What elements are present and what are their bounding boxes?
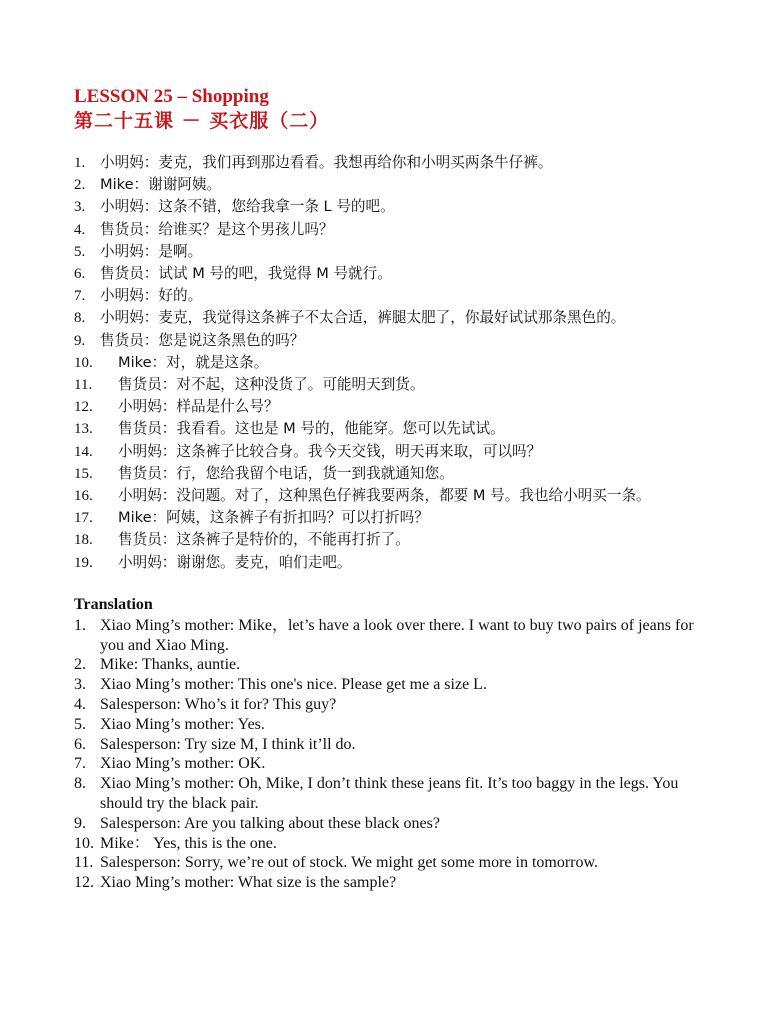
translation-line-number: 6. xyxy=(74,735,86,753)
dialogue-line-text: 售货员：您是说这条黑色的吗？ xyxy=(100,331,305,349)
dialogue-line-number: 15. xyxy=(74,465,93,482)
translation-line xyxy=(74,873,698,893)
translation-line-text: Salesperson: Who’s it for? This guy? xyxy=(100,696,337,714)
dialogue-line xyxy=(74,196,698,218)
dialogue-line-number: 14. xyxy=(74,443,93,460)
dialogue-line-text: 小明妈：这条裤子比较合身。我今天交钱，明天再来取，可以吗？ xyxy=(118,442,542,460)
dialogue-line xyxy=(74,219,698,241)
dialogue-line-number: 18. xyxy=(74,532,93,549)
dialogue-line xyxy=(74,463,698,485)
translation-line-text: Xiao Ming’s mother: Mike，let’s have a look over there. I want to buy two pairs of jeans for you and Xiao Ming. xyxy=(100,616,694,654)
translation-line-number: 11. xyxy=(74,854,94,872)
dialogue-line xyxy=(74,485,698,507)
dialogue-line-number: 8. xyxy=(74,310,86,327)
dialogue-line-number: 5. xyxy=(74,243,86,260)
dialogue-line-text: 小明妈：样品是什么号？ xyxy=(118,398,279,416)
translation-line-number: 2. xyxy=(74,656,86,674)
dialogue-line-text: 售货员：行，您给我留个电话，货一到我就通知您。 xyxy=(118,464,454,482)
dialogue-line xyxy=(74,441,698,463)
dialogue-line xyxy=(74,330,698,352)
dialogue-line xyxy=(74,552,698,574)
translation-line xyxy=(74,774,698,814)
translation-line-text: Xiao Ming’s mother: This one's nice. Please get me a size L. xyxy=(100,676,487,694)
dialogue-line-number: 11. xyxy=(74,377,93,394)
dialogue-line-text: 售货员：这条裤子是特价的，不能再打折了。 xyxy=(118,531,410,549)
translation-line-number: 12. xyxy=(74,874,94,892)
translation-line-number: 3. xyxy=(74,676,86,694)
translation-line xyxy=(74,715,698,735)
dialogue-line-number: 19. xyxy=(74,554,93,571)
dialogue-line-text: 售货员：给谁买？是这个男孩儿吗？ xyxy=(100,220,334,238)
translation-line xyxy=(74,834,698,854)
dialogue-line xyxy=(74,374,698,396)
translation-line xyxy=(74,814,698,834)
dialogue-line-text: 小明妈：麦克，我觉得这条裤子不太合适，裤腿太肥了，你最好试试那条黑色的。 xyxy=(100,309,626,327)
dialogue-line-number: 10. xyxy=(74,354,93,371)
dialogue-line-number: 7. xyxy=(74,288,86,305)
dialogue-line-text: Mike：谢谢阿姨。 xyxy=(100,176,222,194)
dialogue-line xyxy=(74,307,698,329)
dialogue-line xyxy=(74,418,698,440)
translation-line-text: Xiao Ming’s mother: What size is the sample? xyxy=(100,874,397,892)
translation-line xyxy=(74,655,698,675)
dialogue-line-text: Mike：阿姨，这条裤子有折扣吗？可以打折吗？ xyxy=(118,509,429,527)
translation-line-number: 10. xyxy=(74,834,94,852)
dialogue-line-number: 2. xyxy=(74,177,86,194)
translation-line-text: Mike： Yes, this is the one. xyxy=(100,834,277,852)
translation-line-text: Salesperson: Are you talking about these black ones? xyxy=(100,814,440,832)
dialogue-line-number: 3. xyxy=(74,199,86,216)
dialogue-line-number: 9. xyxy=(74,332,86,349)
translation-line-number: 8. xyxy=(74,775,86,793)
translation-line-number: 7. xyxy=(74,755,86,773)
translation-line xyxy=(74,735,698,755)
translation-line xyxy=(74,675,698,695)
english-translation-list xyxy=(74,616,698,893)
lesson-title-chinese: 第二十五课 － 买衣服（二） xyxy=(74,110,330,132)
dialogue-line xyxy=(74,529,698,551)
dialogue-line-text: 小明妈：没问题。对了，这种黑色仔裤我要两条，都要 M 号。我也给小明买一条。 xyxy=(118,487,651,505)
translation-line xyxy=(74,616,698,656)
translation-line-text: Salesperson: Sorry, we’re out of stock. We might get some more in tomorrow. xyxy=(100,854,599,872)
translation-heading: Translation xyxy=(74,595,153,613)
dialogue-line-number: 16. xyxy=(74,488,93,505)
dialogue-line-number: 17. xyxy=(74,510,93,527)
translation-line-text: Xiao Ming’s mother: Oh, Mike, I don’t think these jeans fit. It’s too baggy in the legs. You should try the black pair. xyxy=(100,775,679,813)
dialogue-line-text: 小明妈：谢谢您。麦克，咱们走吧。 xyxy=(118,553,352,571)
dialogue-line xyxy=(74,241,698,263)
dialogue-line-number: 13. xyxy=(74,421,93,438)
dialogue-line-text: 售货员：我看看。这也是 M 号的，他能穿。您可以先试试。 xyxy=(118,420,505,438)
translation-line-text: Xiao Ming’s mother: Yes. xyxy=(100,715,265,733)
dialogue-line xyxy=(74,507,698,529)
dialogue-line-text: 售货员：对不起，这种没货了。可能明天到货。 xyxy=(118,376,425,394)
dialogue-line-number: 12. xyxy=(74,399,93,416)
dialogue-line-text: Mike：对，就是这条。 xyxy=(118,353,269,371)
dialogue-line-text: 小明妈：这条不错，您给我拿一条 L 号的吧。 xyxy=(100,198,395,216)
dialogue-line xyxy=(74,152,698,174)
translation-line-number: 4. xyxy=(74,696,86,714)
lesson-title-english: LESSON 25 – Shopping xyxy=(74,86,269,107)
translation-line-number: 9. xyxy=(74,814,86,832)
chinese-dialogue-list xyxy=(74,152,698,574)
dialogue-line xyxy=(74,174,698,196)
dialogue-line xyxy=(74,263,698,285)
translation-line xyxy=(74,754,698,774)
dialogue-line xyxy=(74,396,698,418)
dialogue-line-number: 6. xyxy=(74,266,86,283)
translation-line-text: Mike: Thanks, auntie. xyxy=(100,656,241,674)
translation-line-text: Salesperson: Try size M, I think it’ll do. xyxy=(100,735,356,753)
dialogue-line xyxy=(74,352,698,374)
dialogue-line-text: 小明妈：是啊。 xyxy=(100,242,203,260)
translation-line xyxy=(74,695,698,715)
translation-line-text: Xiao Ming’s mother: OK. xyxy=(100,755,266,773)
dialogue-line-number: 4. xyxy=(74,221,86,238)
dialogue-line-text: 小明妈：好的。 xyxy=(100,287,203,305)
dialogue-line xyxy=(74,285,698,307)
translation-line-number: 1. xyxy=(74,616,86,634)
dialogue-line-text: 小明妈：麦克，我们再到那边看看。我想再给你和小明买两条牛仔裤。 xyxy=(100,154,553,171)
dialogue-line-text: 售货员：试试 M 号的吧，我觉得 M 号就行。 xyxy=(100,265,392,283)
dialogue-line-number: 1. xyxy=(74,155,86,171)
translation-line xyxy=(74,853,698,873)
translation-line-number: 5. xyxy=(74,715,86,733)
